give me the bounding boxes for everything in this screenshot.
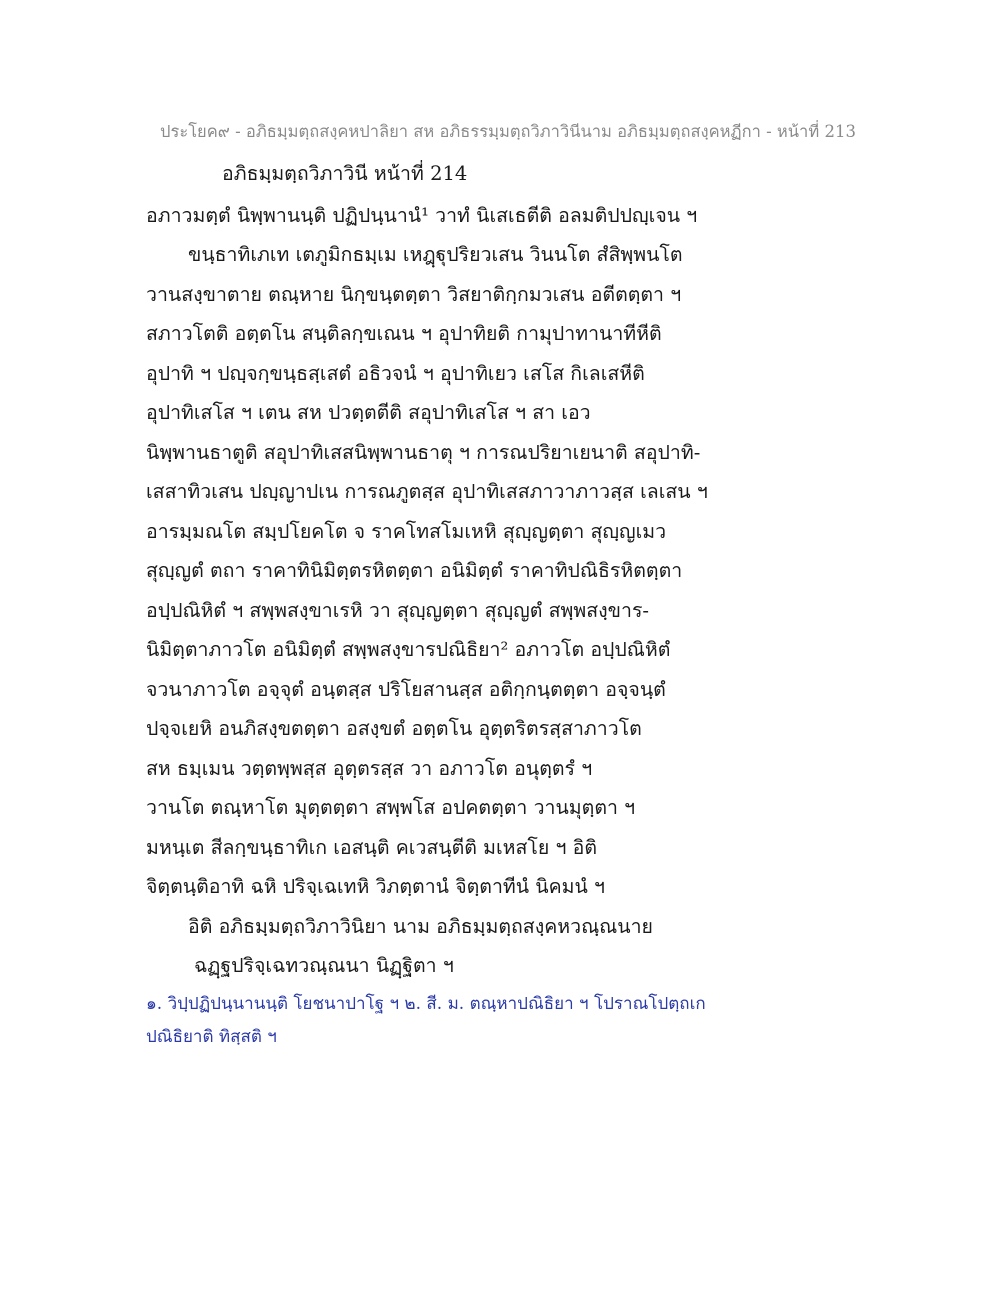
body-line: นิพฺพานธาตูติ สอุปาทิเสสนิพฺพานธาตุ ฯ การณปริยาเยนาติ สอุปาทิ-	[146, 441, 701, 464]
footnote-line: ๑. วิปฺปฏิปนฺนานนฺติ โยชนาปาโฐ ฯ ๒. สี. ม. ตณฺหาปณิธิยา ฯ โปราณโปตฺถเก	[146, 994, 706, 1014]
footnote-line: ปณิธิยาติ ทิสฺสติ ฯ	[146, 1027, 277, 1047]
body-line: ปจฺจเยหิ อนภิสงฺขตตฺตา อสงฺขตํ อตฺตโน อุตฺตริตรสฺสาภาวโต	[146, 717, 642, 740]
body-line: วานสงฺขาตาย ตณฺหาย นิกฺขนฺตตฺตา วิสยาติกฺกมวเสน อตีตตฺตา ฯ	[146, 283, 682, 306]
page-subheader: อภิธมฺมตฺถวิภาวินี หน้าที่ 214	[222, 162, 468, 185]
chapter-colophon-line: อิติ อภิธมฺมตฺถวิภาวินิยา นาม อภิธมฺมตฺถสงฺคหวณฺณนาย	[188, 915, 653, 938]
running-header: ประโยค๙ - อภิธมฺมตฺถสงฺคหปาลิยา สห อภิธรรมฺมตฺถวิภาวินีนาม อภิธมฺมตฺถสงฺคหฏีกา - หน้าที่ 213	[160, 122, 856, 141]
body-line: นิมิตฺตาภาวโต อนิมิตฺตํ สพฺพสงฺขารปณิธิยา² อภาวโต อปฺปณิหิตํ	[146, 638, 671, 661]
body-line: อภาวมตฺตํ นิพฺพานนฺติ ปฏิปนฺนานํ¹ วาทํ นิเสเธตีติ อลมติปปญฺเจน ฯ	[146, 204, 698, 227]
body-line: อปฺปณิหิตํ ฯ สพฺพสงฺขาเรหิ วา สุญฺญตฺตา สุญฺญตํ สพฺพสงฺขาร-	[146, 599, 650, 622]
body-line: สห ธมฺเมน วตฺตพฺพสฺส อุตฺตรสฺส วา อภาวโต อนุตฺตรํ ฯ	[146, 757, 593, 780]
body-line: เสสาทิวเสน ปญฺญาปเน การณภูตสฺส อุปาทิเสสภาวาภาวสฺส เลเสน ฯ	[146, 480, 708, 503]
body-line: ขนฺธาทิเภเท เตภูมิกธมฺเม เหฎฺฐุปริยวเสน วินนโต สํสิพฺพนโต	[188, 243, 683, 266]
body-line: สุญฺญตํ ตถา ราคาทินิมิตฺตรหิตตฺตา อนิมิตฺตํ ราคาทิปณิธิรหิตตฺตา	[146, 559, 683, 582]
body-line: อุปาทิ ฯ ปญฺจกฺขนฺธสฺเสตํ อธิวจนํ ฯ อุปาทิเยว เสโส กิเลเสหีติ	[146, 362, 645, 385]
body-line: สภาวโตติ อตฺตโน สนฺติลกฺขเณน ฯ อุปาทิยติ กามุปาทานาทีหีติ	[146, 322, 662, 345]
body-line: อุปาทิเสโส ฯ เตน สห ปวตฺตตีติ สอุปาทิเสโส ฯ สา เอว	[146, 401, 591, 424]
body-line: จวนาภาวโต อจฺจุตํ อนฺตสฺส ปริโยสานสฺส อติกฺกนฺตตฺตา อจฺจนฺตํ	[146, 678, 666, 701]
body-line: มหนฺเต สีลกฺขนฺธาทิเก เอสนฺติ คเวสนฺตีติ มเหสโย ฯ อิติ	[146, 836, 598, 859]
body-line: วานโต ตณฺหาโต มุตฺตตฺตา สพฺพโส อปคตตฺตา วานมุตฺตา ฯ	[146, 796, 636, 819]
chapter-colophon-line: ฉฏฺฐปริจฺเฉทวณฺณนา นิฏฺฐิตา ฯ	[194, 954, 454, 977]
body-line: อารมฺมณโต สมฺปโยคโต จ ราคโทสโมเหหิ สุญฺญตฺตา สุญฺญเมว	[146, 520, 667, 543]
body-line: จิตฺตนฺติอาทิ ฉหิ ปริจฺเฉเทหิ วิภตฺตานํ จิตฺตาทีนํ นิคมนํ ฯ	[146, 875, 605, 898]
